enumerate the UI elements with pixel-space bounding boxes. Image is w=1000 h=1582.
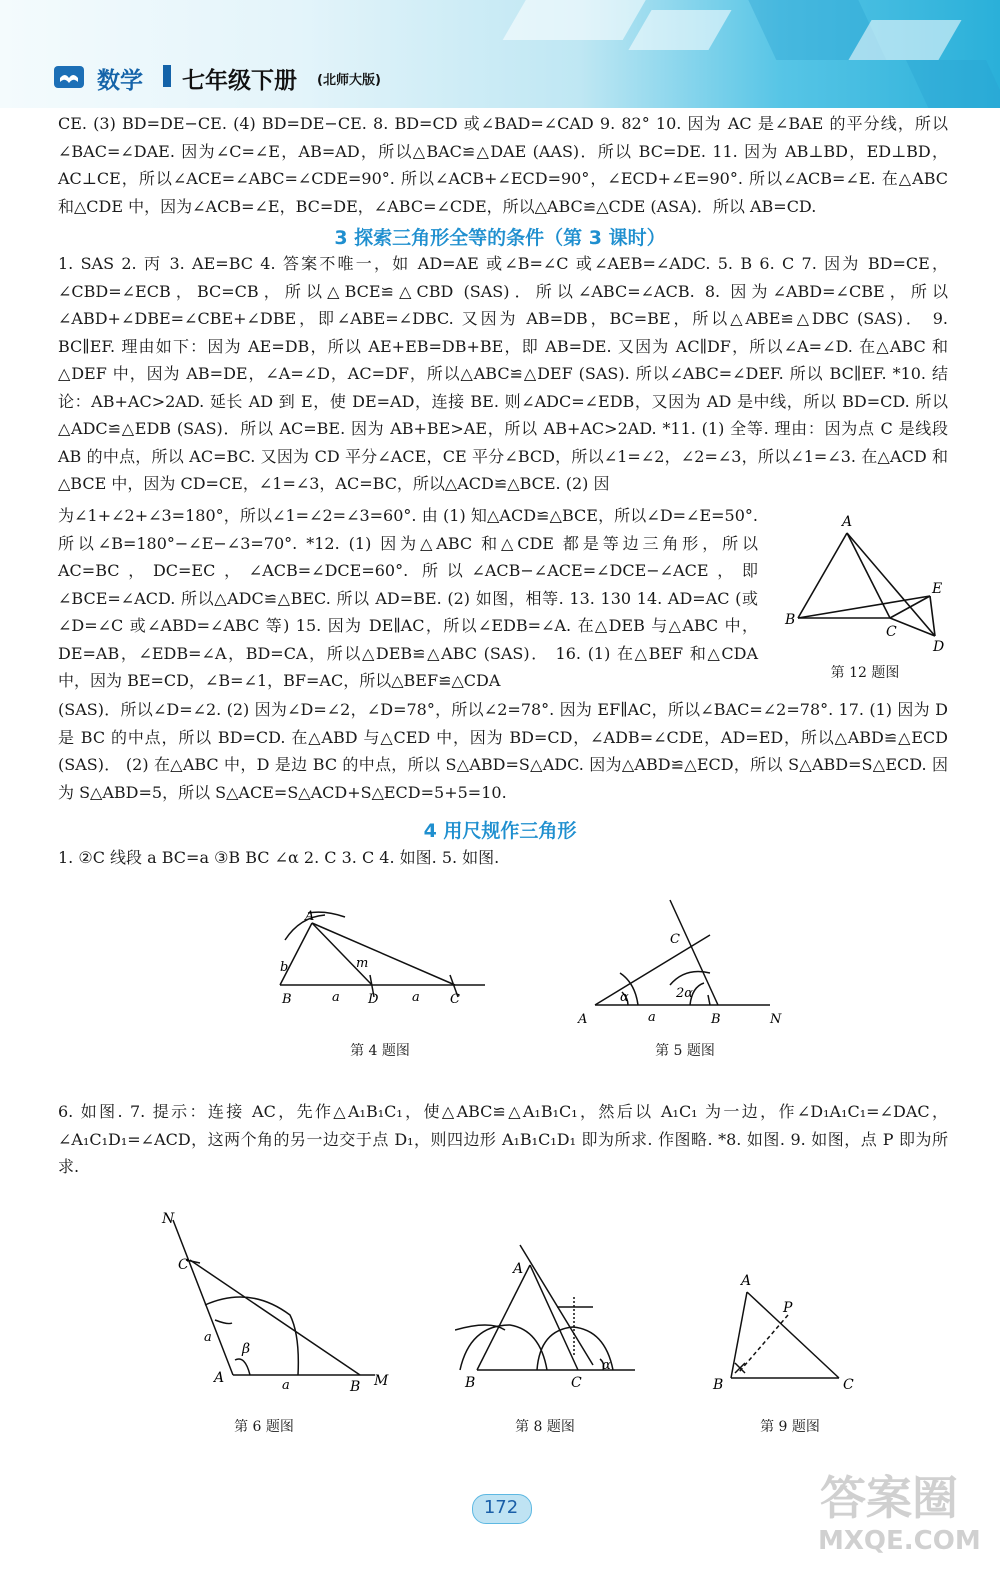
figure-5 <box>570 895 790 1030</box>
fig9-label-B: B <box>713 1377 724 1393</box>
book-logo-icon <box>54 66 84 88</box>
header-banner <box>0 0 1000 108</box>
fig5-label-alpha: α <box>620 990 629 1005</box>
answer-paragraph-section4-b: 6. 如图. 7. 提示：连接 AC，先作△A₁B₁C₁，使△ABC≌△A₁B₁C₁，然后以 A₁C₁ 为一边，作∠D₁A₁C₁=∠DAC，∠A₁C₁D₁=∠ACD，这两个角的另一边交于点 D₁，则四边形 A₁B₁C₁D₁ 即为所求. 作图略. *8. 如图. 9. 如图，点 P 即为所求. <box>58 1102 948 1176</box>
fig4-label-m: m <box>356 956 369 971</box>
fig5-label-N: N <box>770 1012 782 1027</box>
section-3-title: 3 探索三角形全等的条件（第 3 课时） <box>334 227 666 249</box>
header-subject: 数学 <box>97 68 143 94</box>
answer-paragraph-intro: CE. (3) BD=DE−CE. (4) BD=DE−CE. 8. BD=CD 或∠BAD=∠CAD 9. 82° 10. 因为 AC 是∠BAE 的平分线，所以∠BAC=∠DAE. 因为∠C=∠E，AB=AD，所以△BAC≌△DAE (AAS)．所以 BC=DE. 11. 因为 AB⊥BD，ED⊥BD，AC⊥CE，所以∠ACE=∠ABC=∠CDE=90°. 所以∠ACB+∠ECD=90°，∠ECD+∠E=90°. 所以∠ACB=∠E. 在△ABC 和△CDE 中，因为∠ACB=∠E，BC=DE，∠ABC=∠CDE，所以△ABC≌△CDE (ASA)．所以 AB=CD. <box>58 114 948 216</box>
fig4-label-a2: a <box>412 990 420 1005</box>
fig4-label-B: B <box>282 992 292 1007</box>
fig4-label-b: b <box>280 960 289 975</box>
figure-4-caption: 第 4 题图 <box>350 1043 410 1059</box>
figure-9 <box>705 1265 865 1400</box>
fig8-label-C: C <box>571 1375 582 1391</box>
watermark-logo: 答案圈 <box>820 1471 958 1525</box>
header-divider <box>163 65 171 87</box>
fig12-label-C: C <box>886 624 897 640</box>
fig8-label-B: B <box>465 1375 476 1391</box>
fig4-label-C: C <box>450 992 460 1007</box>
fig4-label-D: D <box>368 992 379 1007</box>
answer-paragraph-section3-b: 为∠1+∠2+∠3=180°，所以∠1=∠2=∠3=60°. 由 (1) 知△ACD≌△BCE，所以∠D=∠E=50°. 所以∠B=180°−∠E−∠3=70°. *12. (1) 因为△ABC 和△CDE 都是等边三角形，所以 AC=BC，DC=EC，∠ACB=∠DCE=60°. 所以∠ACB−∠ACE=∠DCE−∠ACE，即∠BCE=∠ACD. 所以△ADC≌△BEC. 所以 AD=BE. (2) 如图，相等. 13. 130 14. AD=AC (或∠D=∠C 或∠ABD=∠ABC 等) 15. 因为 DE∥AC，所以∠EDB=∠A. 在△DEB 与△ABC 中，DE=AB，∠EDB=∠A，BD=CA，所以△DEB≌△ABC (SAS)． 16. (1) 在△BEF 和△CDA 中，因为 BE=CD，∠B=∠1，BF=AC，所以△BEF≌△CDA <box>58 506 758 690</box>
fig4-label-A: A <box>305 909 315 924</box>
figure-5-caption: 第 5 题图 <box>655 1043 715 1059</box>
fig9-label-A: A <box>741 1273 752 1289</box>
fig5-label-B: B <box>711 1012 721 1027</box>
fig12-label-B: B <box>785 612 796 628</box>
fig6-label-N: N <box>162 1211 175 1227</box>
fig6-label-B: B <box>350 1379 361 1395</box>
fig4-label-a1: a <box>332 990 340 1005</box>
fig6-label-beta: β <box>242 1341 251 1357</box>
answer-paragraph-section3-c: (SAS)．所以∠D=∠2. (2) 因为∠D=∠2，∠D=78°，所以∠2=78°. 因为 EF∥AC，所以∠BAC=∠2=78°. 17. (1) 因为 D 是 BC 的中点，所以 BD=CD. 在△ABD 与△CED 中，因为 BD=CD，∠ADB=∠CDE，AD=ED，所以△ABD≌△ECD (SAS)． (2) 在△ABC 中，D 是边 BC 的中点，所以 S△ABD=S△ADC. 因为△ABD≌△ECD，所以 S△ABD=S△ECD. 因为 S△ABD=5，所以 S△ACE=S△ACD+S△ECD=5+5=10. <box>58 700 948 802</box>
header-grade: 七年级下册 <box>182 68 297 94</box>
fig12-label-A: A <box>842 514 853 530</box>
fig6-label-a1: a <box>204 1330 212 1345</box>
section-4-title: 4 用尺规作三角形 <box>423 820 577 842</box>
figure-9-caption: 第 9 题图 <box>760 1419 820 1435</box>
fig8-label-alpha: α <box>602 1358 611 1373</box>
figure-8-caption: 第 8 题图 <box>515 1419 575 1435</box>
fig8-label-A: A <box>513 1261 524 1277</box>
figure-12 <box>780 508 960 658</box>
fig5-label-2alpha: 2α <box>676 986 694 1001</box>
fig6-label-a2: a <box>282 1378 290 1393</box>
figure-6-caption: 第 6 题图 <box>234 1419 294 1435</box>
answer-paragraph-section4: 1. ②C 线段 a BC=a ③B BC ∠α 2. C 3. C 4. 如图. 5. 如图. <box>58 848 500 867</box>
answer-paragraph-section3-a: 1. SAS 2. 丙 3. AE=BC 4. 答案不唯一，如 AD=AE 或∠B=∠C 或∠AEB=∠ADC. 5. B 6. C 7. 因为 BD=CE，∠CBD=∠ECB，BC=CB，所以△BCE≌△CBD (SAS)．所以∠ABC=∠ACB. 8. 因为∠ABD=∠CBE，所以∠ABD+∠DBE=∠CBE+∠DBE，即∠ABE=∠DBC. 又因为 AB=DB，BC=BE，所以△ABE≌△DBC (SAS)． 9. BC∥EF. 理由如下：因为 AE=DB，所以 AE+EB=DB+BE，即 AB=DE. 又因为 AC∥DF，所以∠A=∠D. 在△ABC 和△DEF 中，因为 AB=DE，∠A=∠D，AC=DF，所以△ABC≌△DEF (SAS). 所以∠ABC=∠DEF. 所以 BC∥EF. *10. 结论：AB+AC>2AD. 延长 AD 到 E，使 DE=AD，连接 BE. 则∠ADC=∠EDB，又因为 AD 是中线，所以 BD=CD. 所以△ADC≌△EDB (SAS)．所以 AC=BE. 因为 AB+BE>AE，所以 AB+AC>2AD. *11. (1) 全等. 理由：因为点 C 是线段 AB 的中点，所以 AC=BC. 又因为 CD 平分∠ACE，CE 平分∠BCD，所以∠1=∠2，∠2=∠3，所以∠1=∠3. 在△ACD 和△BCE 中，因为 CD=CE，∠1=∠3，AC=BC，所以△ACD≌△BCE. (2) 因 <box>58 254 948 493</box>
page-number: 172 <box>483 1497 519 1518</box>
figure-6 <box>150 1205 400 1405</box>
fig6-label-C: C <box>178 1257 189 1273</box>
figure-8 <box>455 1235 645 1400</box>
fig9-label-P: P <box>783 1300 793 1316</box>
fig12-label-E: E <box>932 581 943 597</box>
figure-4 <box>270 905 500 1015</box>
fig5-label-C: C <box>670 932 680 947</box>
fig6-label-M: M <box>374 1373 389 1389</box>
figure-12-caption: 第 12 题图 <box>830 665 900 681</box>
fig9-label-C: C <box>843 1377 854 1393</box>
fig5-label-a: a <box>648 1010 656 1025</box>
fig5-label-A: A <box>578 1012 588 1027</box>
watermark-url: MXQE.COM <box>818 1526 981 1556</box>
fig6-label-A: A <box>214 1370 225 1386</box>
header-edition: (北师大版) <box>317 73 381 88</box>
fig12-label-D: D <box>933 639 945 655</box>
